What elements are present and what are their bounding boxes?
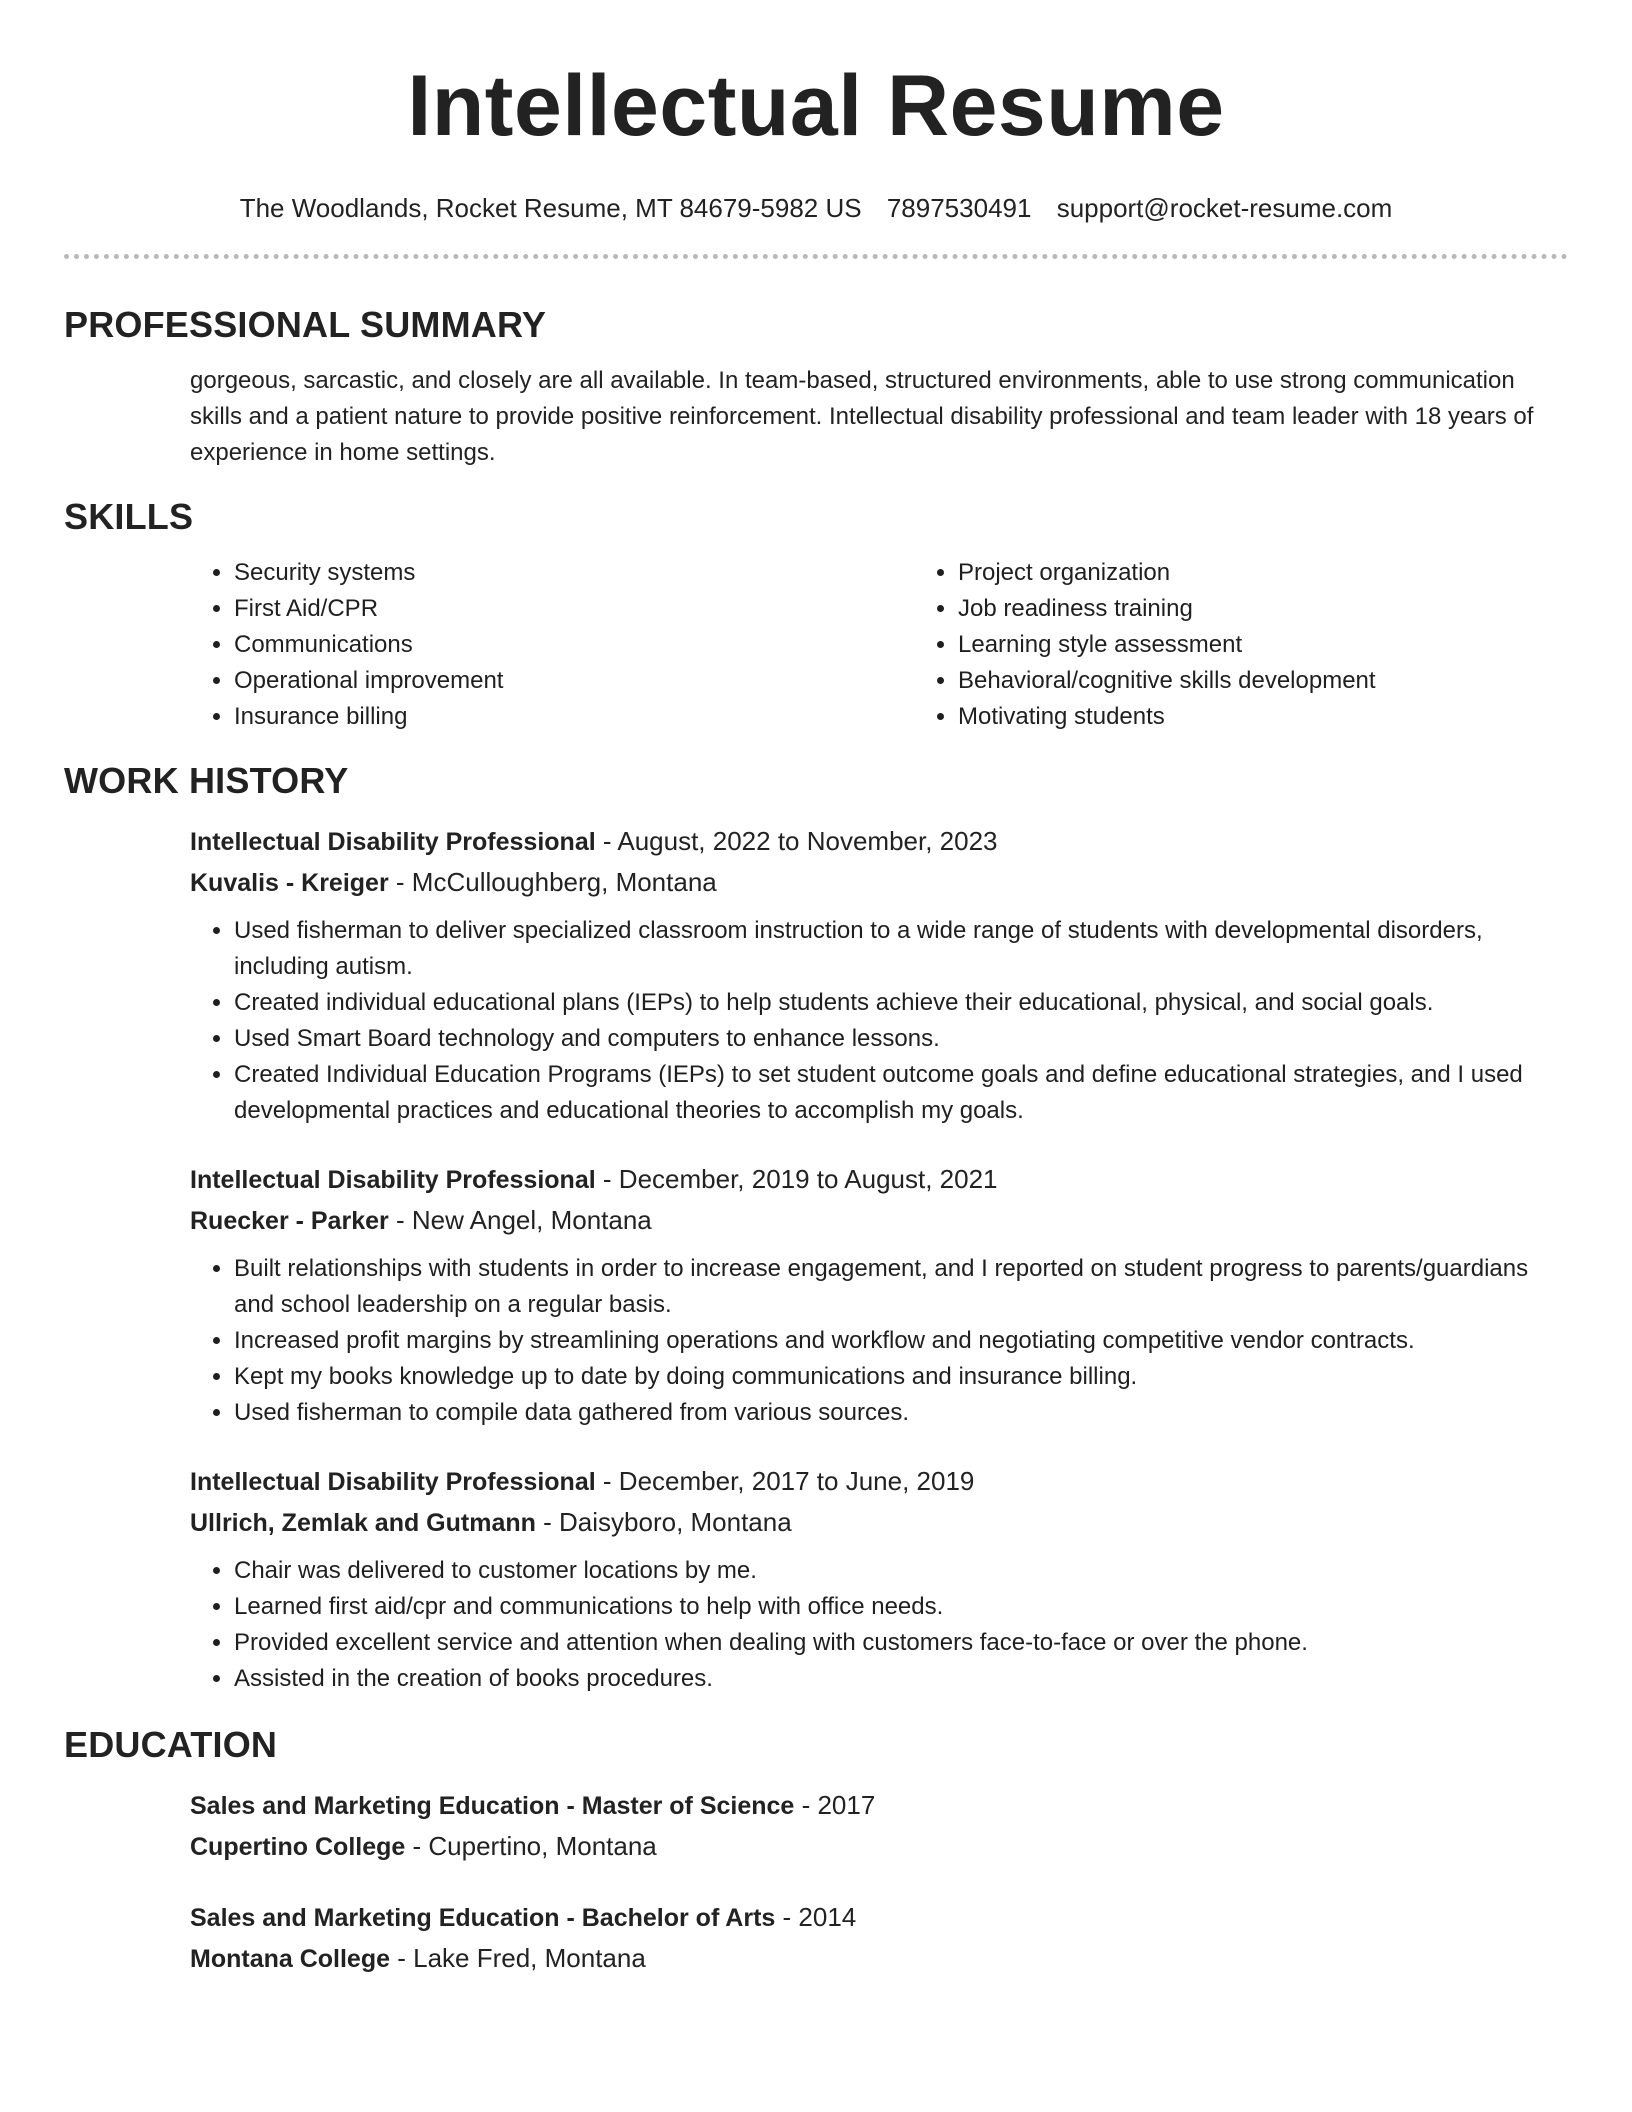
education-entry [190, 1785, 1568, 1867]
skills-grid [190, 555, 1568, 735]
job-bullet: • Assisted in the creation of books procedures. [234, 1661, 1568, 1697]
edu-degree: Sales and Marketing Education - Master of Science [190, 1792, 795, 1820]
education-title: EDUCATION [64, 1724, 278, 1765]
skill-item: • Job readiness training [958, 591, 1568, 627]
edu-year: - 2017 [794, 1790, 876, 1820]
job-company: Kuvalis - Kreiger [190, 869, 389, 897]
contact-address: The Woodlands, Rocket Resume, MT 84679-5982 US [239, 193, 862, 223]
job-bullet: • Kept my books knowledge up to date by doing communications and insurance billing. [234, 1359, 1568, 1395]
job-bullet: • Chair was delivered to customer locations by me. [234, 1553, 1568, 1589]
summary-text: gorgeous, sarcastic, and closely are all available. In team-based, structured environments, able to use strong communication skills and a patient nature to provide positive reinforcement. Intellectual disability professional and team leader with 18 years of experience in home settings. [190, 367, 1534, 466]
edu-degree: Sales and Marketing Education - Bachelor of Arts [190, 1904, 776, 1932]
job-dates: - December, 2019 to August, 2021 [595, 1164, 998, 1194]
skill-item: • Insurance billing [234, 699, 914, 735]
work-title: WORK HISTORY [64, 760, 349, 801]
header-divider [64, 254, 1568, 259]
job-entry [190, 1159, 1568, 1431]
job-location: - Daisyboro, Montana [535, 1507, 792, 1537]
skill-item: • Communications [234, 627, 914, 663]
edu-degree-line [190, 1785, 1568, 1826]
job-company-line [190, 1200, 1568, 1241]
job-entry [190, 821, 1568, 1129]
job-bullet: • Created Individual Education Programs (IEPs) to set student outcome goals and define educational strategies, and I used developmental practices and educational theories to accomplish my goals. [234, 1057, 1568, 1129]
job-role-line [190, 1159, 1568, 1200]
job-bullets [190, 1553, 1568, 1697]
edu-year: - 2014 [775, 1902, 857, 1932]
job-company: Ullrich, Zemlak and Gutmann [190, 1509, 536, 1537]
edu-location: - Lake Fred, Montana [390, 1943, 646, 1973]
job-role: Intellectual Disability Professional [190, 1468, 596, 1496]
job-company: Ruecker - Parker [190, 1207, 389, 1235]
skills-section [64, 495, 1568, 735]
skill-item: • Security systems [234, 555, 914, 591]
edu-school: Cupertino College [190, 1833, 406, 1861]
education-entry [190, 1897, 1568, 1979]
contact-phone: 7897530491 [886, 193, 1032, 223]
summary-title: PROFESSIONAL SUMMARY [64, 304, 547, 345]
job-role-line [190, 1461, 1568, 1502]
job-bullets [190, 913, 1568, 1129]
skills-list-left [190, 555, 914, 735]
job-bullets [190, 1251, 1568, 1431]
skills-list-right [914, 555, 1568, 735]
job-dates: - December, 2017 to June, 2019 [595, 1466, 975, 1496]
job-location: - New Angel, Montana [388, 1205, 652, 1235]
work-section [64, 759, 1568, 1697]
job-bullet: • Increased profit margins by streamlining operations and workflow and negotiating competitive vendor contracts. [234, 1323, 1568, 1359]
job-company-line [190, 1502, 1568, 1543]
skill-item: • Operational improvement [234, 663, 914, 699]
skill-item: • Behavioral/cognitive skills development [958, 663, 1568, 699]
summary-section [64, 303, 1568, 471]
job-bullet: • Learned first aid/cpr and communications to help with office needs. [234, 1589, 1568, 1625]
contact-email: support@rocket-resume.com [1056, 193, 1393, 223]
job-bullet: • Used fisherman to deliver specialized classroom instruction to a wide range of students with developmental disorders, including autism. [234, 913, 1568, 985]
job-bullet: • Created individual educational plans (IEPs) to help students achieve their educational, physical, and social goals. [234, 985, 1568, 1021]
skill-item: • Motivating students [958, 699, 1568, 735]
edu-school-line [190, 1938, 1568, 1979]
job-bullet: • Provided excellent service and attention when dealing with customers face-to-face or over the phone. [234, 1625, 1568, 1661]
edu-school-line [190, 1826, 1568, 1867]
skill-item: • Project organization [958, 555, 1568, 591]
skill-item: • First Aid/CPR [234, 591, 914, 627]
education-section [64, 1723, 1568, 1979]
job-dates: - August, 2022 to November, 2023 [595, 826, 998, 856]
edu-degree-line [190, 1897, 1568, 1938]
job-role: Intellectual Disability Professional [190, 1166, 596, 1194]
edu-location: - Cupertino, Montana [405, 1831, 657, 1861]
job-company-line [190, 862, 1568, 903]
job-bullet: • Built relationships with students in order to increase engagement, and I reported on student progress to parents/guardians and school leadership on a regular basis. [234, 1251, 1568, 1323]
contact-line [64, 192, 1568, 224]
resume-name: Intellectual Resume [407, 58, 1225, 154]
job-role-line [190, 821, 1568, 862]
skills-title: SKILLS [64, 496, 194, 537]
job-role: Intellectual Disability Professional [190, 828, 596, 856]
skill-item: • Learning style assessment [958, 627, 1568, 663]
job-location: - McCulloughberg, Montana [388, 867, 717, 897]
edu-school: Montana College [190, 1945, 391, 1973]
job-entry [190, 1461, 1568, 1697]
job-bullet: • Used fisherman to compile data gathered from various sources. [234, 1395, 1568, 1431]
job-bullet: • Used Smart Board technology and computers to enhance lessons. [234, 1021, 1568, 1057]
